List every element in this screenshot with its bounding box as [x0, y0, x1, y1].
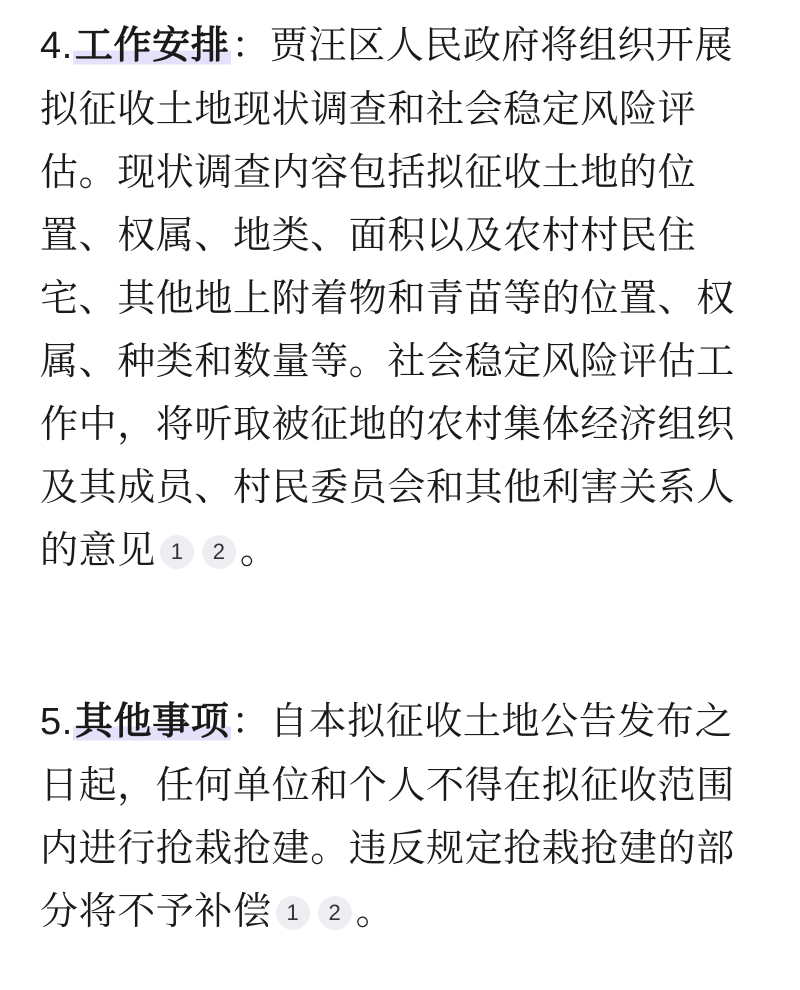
item-colon: ：	[231, 699, 270, 743]
item-ending: 。	[239, 528, 279, 572]
item-keyword: 工作安排	[74, 23, 230, 67]
item-keyword: 其他事项	[74, 699, 230, 743]
item-text: 自本拟征收土地公告发布之日起，任何单位和个人不得在拟征收范围内进行抢栽抢建。违反规定抢栽抢建的部分将不予补偿	[40, 699, 735, 933]
item-number: 4.	[40, 25, 73, 67]
citation-badge[interactable]: 1	[276, 896, 310, 930]
item-number: 5.	[40, 701, 73, 743]
item-text: 贾汪区人民政府将组织开展拟征收土地现状调查和社会稳定风险评估。现状调查内容包括拟征收土地的位置、权属、地类、面积以及农村村民住宅、其他地上附着物和青苗等的位置、权属、种类和数量等。社会稳定风险评估工作中，将听取被征地的农村集体经济组织及其成员、村民委员会和其他利害关系人的意见	[40, 23, 735, 572]
item-colon: ：	[231, 23, 270, 67]
list-item-5	[40, 690, 770, 943]
list-item-4	[40, 14, 770, 582]
citation-badge[interactable]: 2	[202, 535, 236, 569]
citation-badge[interactable]: 1	[160, 535, 194, 569]
citation-badge[interactable]: 2	[318, 896, 352, 930]
item-ending: 。	[355, 889, 395, 933]
